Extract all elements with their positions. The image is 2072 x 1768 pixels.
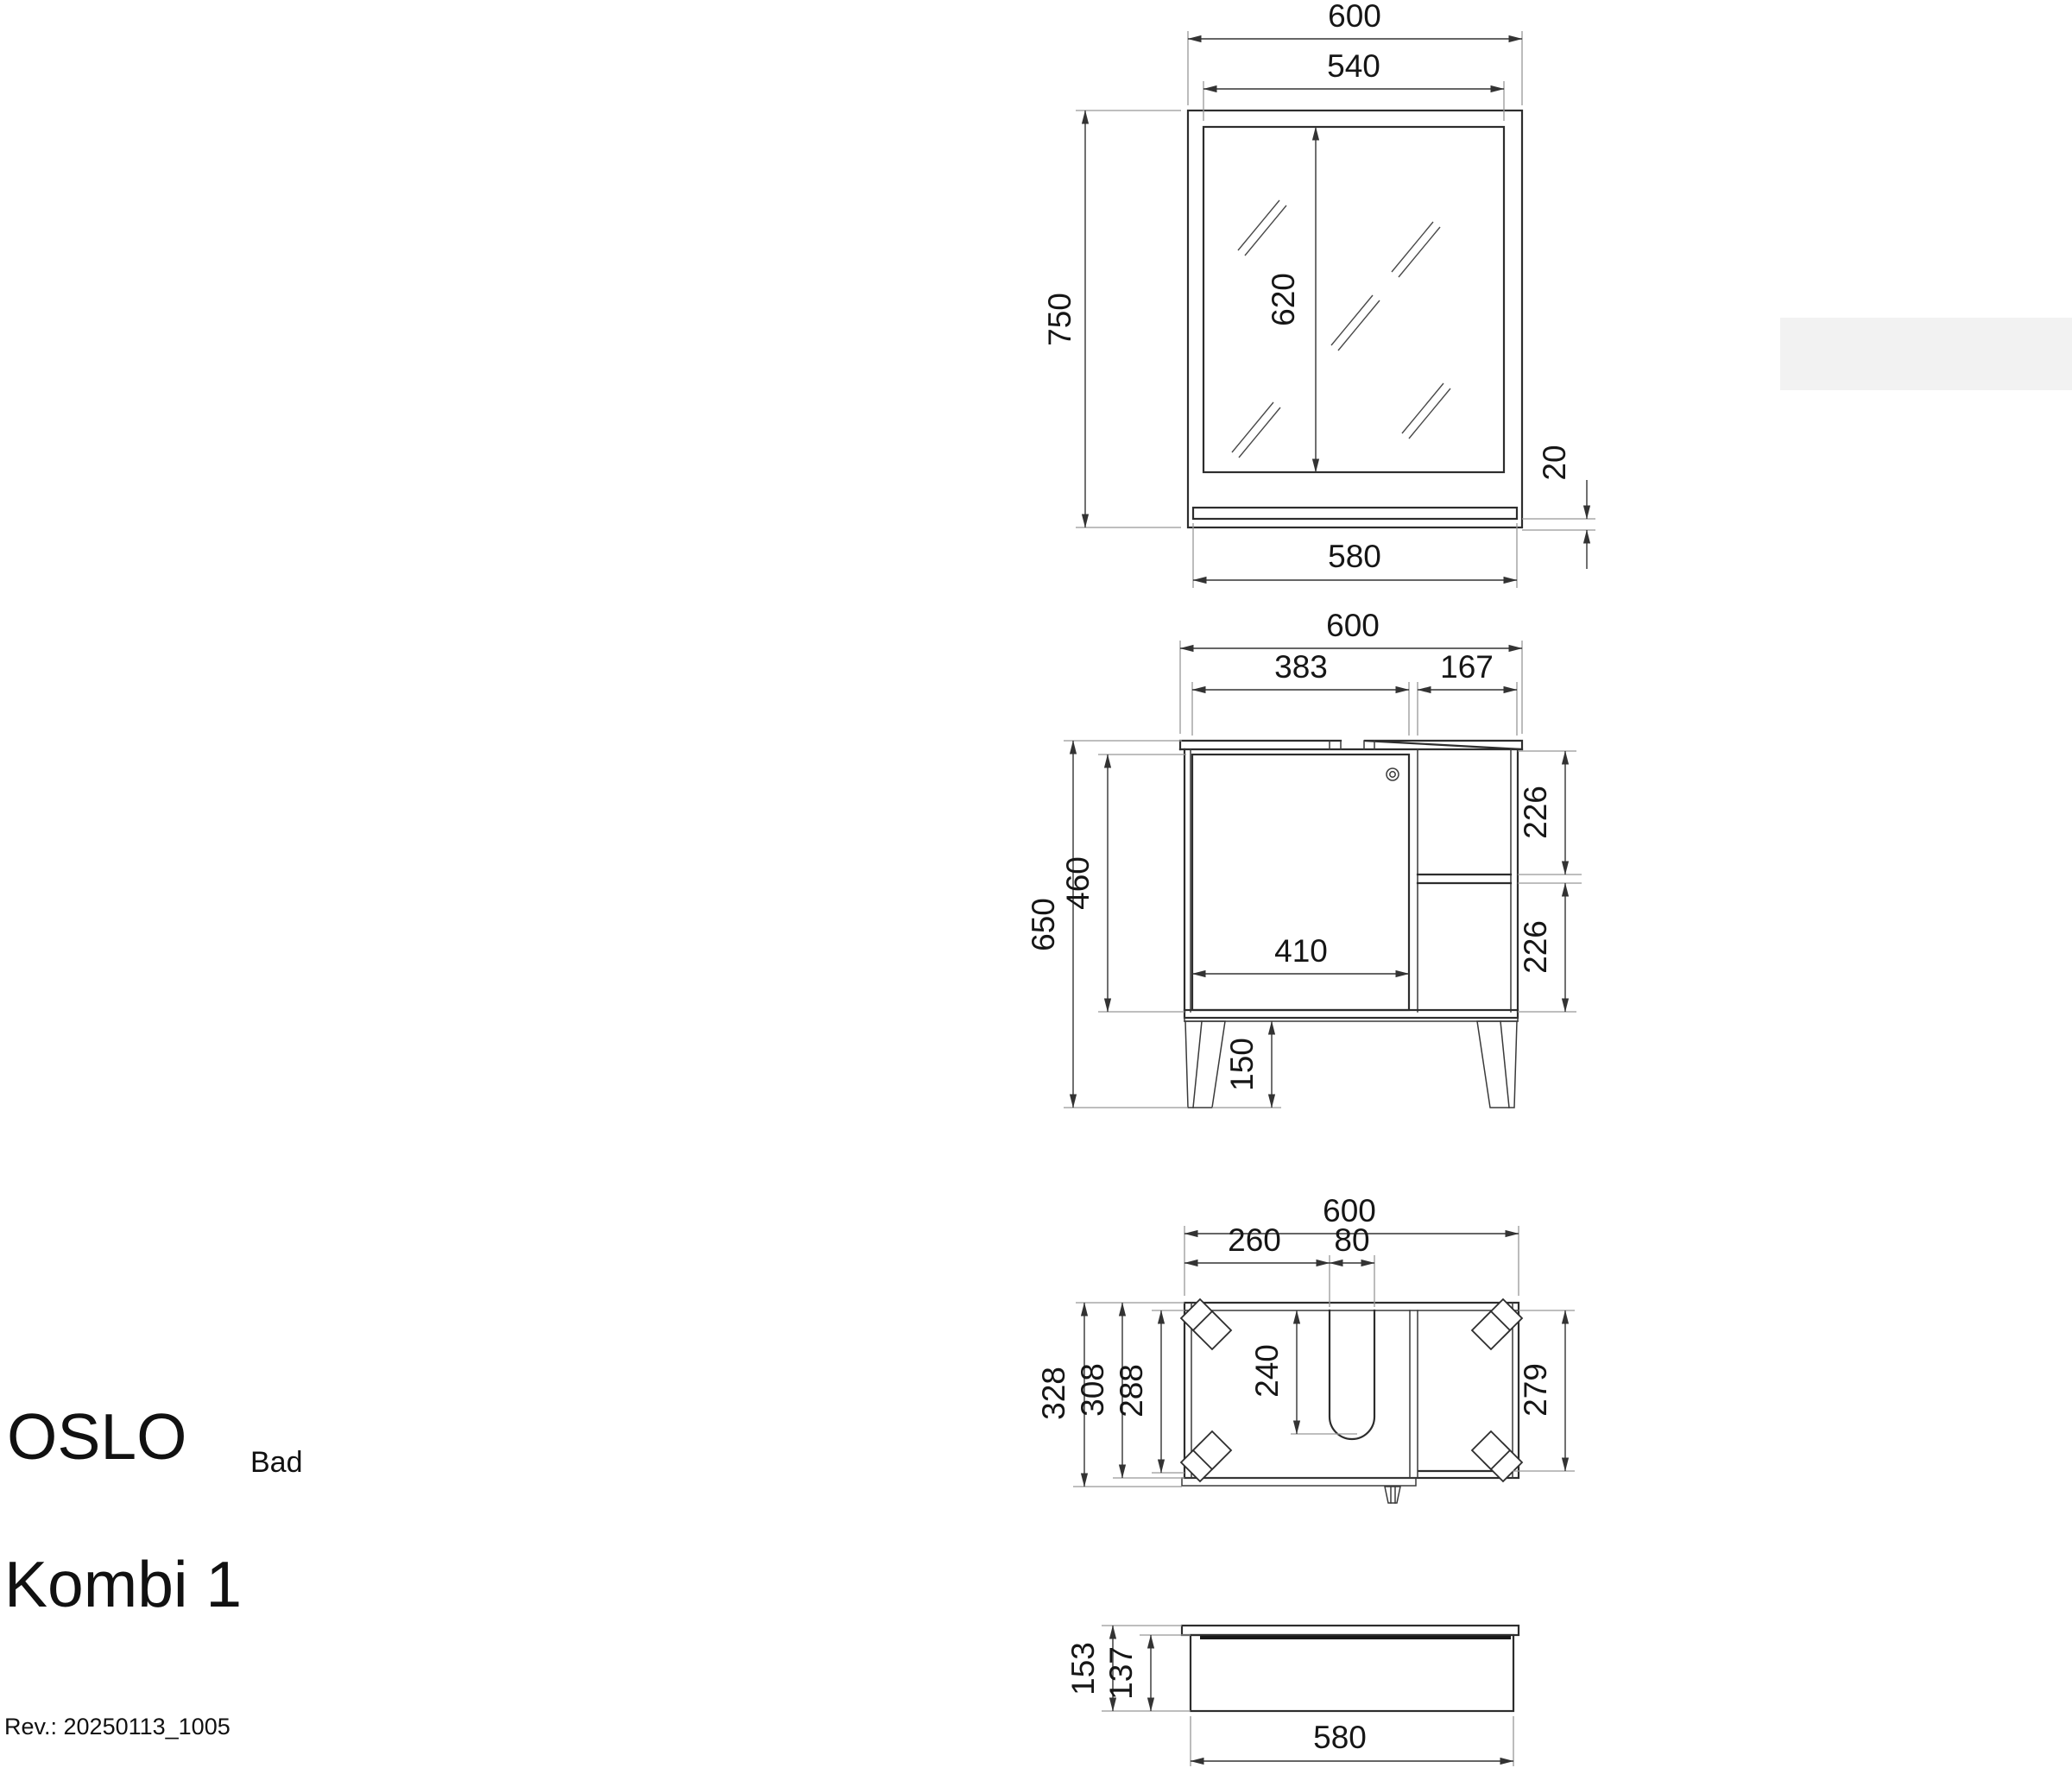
product-name: OSLO — [7, 1400, 187, 1473]
cabinet-left-leg — [1185, 1021, 1225, 1108]
mirror-shelf — [1193, 508, 1517, 519]
plan-door-knob — [1385, 1487, 1400, 1503]
cabinet-top-panel — [1180, 741, 1522, 749]
dim-plan-carcass-depth: 308 — [1075, 1363, 1110, 1417]
worktop-side-view — [1065, 1626, 1519, 1766]
dim-plan-cutout-offset: 260 — [1228, 1222, 1281, 1258]
plan-leg-markers — [1181, 1299, 1522, 1481]
profile-body — [1191, 1635, 1513, 1711]
mirror-glass — [1203, 127, 1504, 472]
dim-mirror-shelf-width: 580 — [1328, 539, 1381, 574]
dim-cabinet-door-panel-width: 410 — [1274, 933, 1328, 969]
dim-cabinet-shelf-upper: 226 — [1518, 786, 1553, 839]
dim-profile-body-width: 580 — [1313, 1720, 1367, 1755]
mirror-glass-hatch-marks — [1232, 200, 1450, 458]
dim-mirror-overall-height: 750 — [1042, 293, 1077, 346]
dim-cabinet-leg-height: 150 — [1224, 1038, 1260, 1091]
dim-mirror-glass-width: 540 — [1327, 48, 1380, 84]
dim-mirror-overall-width: 600 — [1328, 0, 1381, 34]
door-knob — [1387, 768, 1399, 780]
dim-cabinet-overall-height: 650 — [1026, 898, 1061, 951]
dim-plan-inner-depth: 288 — [1114, 1364, 1149, 1418]
dim-mirror-shelf-thickness: 20 — [1537, 445, 1572, 481]
dim-cabinet-door-height: 460 — [1060, 856, 1096, 910]
title-block — [4, 1400, 303, 1740]
dim-plan-overall-depth: 328 — [1036, 1367, 1071, 1420]
variant-name: Kombi 1 — [4, 1548, 243, 1620]
dim-cabinet-door-width: 383 — [1274, 649, 1328, 685]
profile-dimensions — [1065, 1626, 1513, 1766]
dim-profile-overall-height: 153 — [1065, 1642, 1101, 1695]
revision-label: Rev.: 20250113_1005 — [4, 1714, 231, 1740]
plan-carcass — [1184, 1303, 1519, 1478]
dim-cabinet-overall-width: 600 — [1326, 608, 1380, 643]
plan-door-slab — [1182, 1478, 1416, 1486]
dim-profile-body-height: 137 — [1103, 1646, 1139, 1700]
product-range: Bad — [250, 1446, 303, 1479]
dim-cabinet-open-shelf-width: 167 — [1440, 649, 1494, 685]
mirror-front-view — [1042, 0, 1595, 588]
dim-plan-open-shelf-depth: 279 — [1518, 1363, 1553, 1417]
dim-plan-cutout-depth: 240 — [1249, 1344, 1285, 1398]
cabinet-door — [1192, 755, 1409, 1010]
dim-cabinet-shelf-lower: 226 — [1518, 920, 1553, 974]
cabinet-bottom-panel — [1184, 1010, 1518, 1021]
cabinet-dimensions — [1026, 608, 1582, 1108]
mirror-dimensions — [1042, 0, 1595, 588]
mirror-frame — [1188, 110, 1522, 527]
dim-plan-overall-width: 600 — [1323, 1193, 1376, 1228]
scan-artifact-band — [1780, 318, 2072, 390]
cabinet-right-leg — [1477, 1021, 1517, 1108]
profile-lid — [1182, 1626, 1519, 1635]
dim-plan-cutout-width: 80 — [1334, 1222, 1370, 1258]
plan-pipe-cutout — [1330, 1310, 1374, 1439]
cabinet-top-view — [1036, 1193, 1575, 1503]
cabinet-front-view — [1026, 608, 1582, 1108]
dim-mirror-glass-height: 620 — [1266, 273, 1301, 326]
